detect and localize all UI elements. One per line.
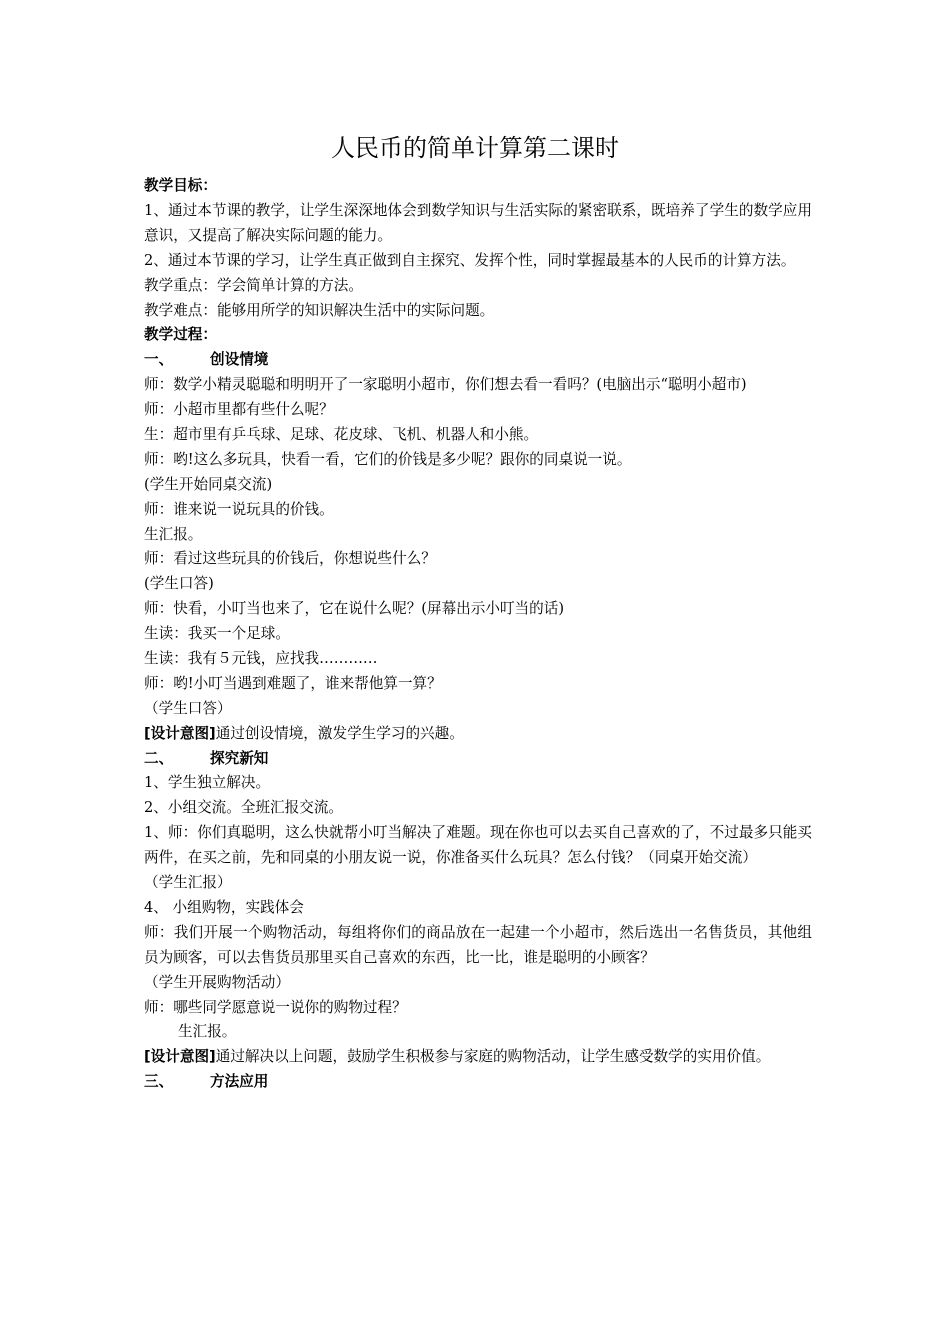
paragraph: 生汇报。: [144, 525, 203, 543]
paragraph: 师：快看，小叮当也来了，它在说什么呢？(屏幕出示小叮当的话): [144, 600, 565, 618]
paragraph: （学生开展购物活动）: [144, 973, 290, 991]
note-text: 通过创设情境，激发学生学习的兴趣。: [215, 724, 464, 742]
goal-1: 1、通过本节课的教学，让学生深深地体会到数学知识与生活实际的紧密联系，既培养了学生的数学应用意识，又提高了解决实际问题的能力。: [144, 201, 812, 244]
design-note: [144, 1045, 812, 1070]
paragraph: 师：哪些同学愿意说一说你的购物过程？: [144, 998, 407, 1016]
paragraph: 师：我们开展一个购物活动，每组将你们的商品放在一起建一个小超市，然后选出一名售货员，其他组员为顾客，可以去售货员那里买自己喜欢的东西，比一比，谁是聪明的小顾客？: [144, 923, 812, 966]
paragraph: 师：数学小精灵聪聪和明明开了一家聪明小超市，你们想去看一看吗？(电脑出示“聪明小超市): [144, 376, 747, 394]
section-1-heading: [144, 348, 812, 373]
paragraph: 师：小超市里都有些什么呢？: [144, 401, 334, 419]
paragraph: 师：哟!这么多玩具，快看一看，它们的价钱是多少呢？跟你的同桌说一说。: [144, 450, 632, 468]
paragraph: 2、小组交流。全班汇报交流。: [144, 799, 344, 817]
paragraph: （学生汇报）: [144, 874, 232, 892]
paragraph: 生读：我有５元钱，应找我…………: [144, 649, 378, 667]
goals-heading: 教学目标：: [144, 177, 217, 194]
section-2-heading: [144, 747, 812, 772]
paragraph: （学生口答）: [144, 699, 232, 717]
note-tag: [设计意图]: [144, 724, 216, 742]
paragraph: (学生开始同桌交流): [144, 475, 273, 493]
paragraph: 师：看过这些玩具的价钱后，你想说些什么？: [144, 550, 436, 568]
note-text: 通过解决以上问题，鼓励学生积极参与家庭的购物活动，让学生感受数学的实用价值。: [215, 1048, 771, 1066]
section-3-heading: [144, 1070, 812, 1095]
note-tag: [设计意图]: [144, 1048, 216, 1066]
section-title: 方法应用: [210, 1073, 269, 1091]
key-point: 教学重点：学会简单计算的方法。: [144, 276, 363, 294]
paragraph: 师：哟!小叮当遇到难题了，谁来帮他算一算？: [144, 674, 442, 692]
section-number: 二、: [144, 749, 174, 767]
section-title: 探究新知: [210, 749, 269, 767]
paragraph: 1、师：你们真聪明，这么快就帮小叮当解决了难题。现在你也可以去买自己喜欢的了，不过最多只能买两件，在买之前，先和同桌的小朋友说一说，你准备买什么玩具？怎么付钱？（同桌开始交流）: [144, 824, 812, 867]
goal-2: 2、通过本节课的学习，让学生真正做到自主探究、发挥个性，同时掌握最基本的人民币的计算方法。: [144, 251, 796, 269]
paragraph: 生读：我买一个足球。: [144, 625, 290, 643]
paragraph: 生汇报。: [178, 1023, 237, 1041]
section-title: 创设情境: [210, 351, 269, 369]
difficulty: 教学难点：能够用所学的知识解决生活中的实际问题。: [144, 301, 495, 319]
design-note: [144, 722, 812, 747]
section-number: 一、: [144, 351, 174, 369]
paragraph: (学生口答): [144, 575, 214, 593]
page-title: 人民币的简单计算第二课时: [331, 134, 619, 162]
paragraph: 4、 小组购物，实践体会: [144, 898, 304, 916]
paragraph: 生：超市里有乒乓球、足球、花皮球、飞机、机器人和小熊。: [144, 425, 539, 443]
paragraph: 师：谁来说一说玩具的价钱。: [144, 500, 334, 518]
process-heading: 教学过程：: [144, 326, 217, 344]
section-number: 三、: [144, 1073, 174, 1091]
document-body: [144, 174, 812, 1095]
paragraph: 1、学生独立解决。: [144, 774, 271, 792]
